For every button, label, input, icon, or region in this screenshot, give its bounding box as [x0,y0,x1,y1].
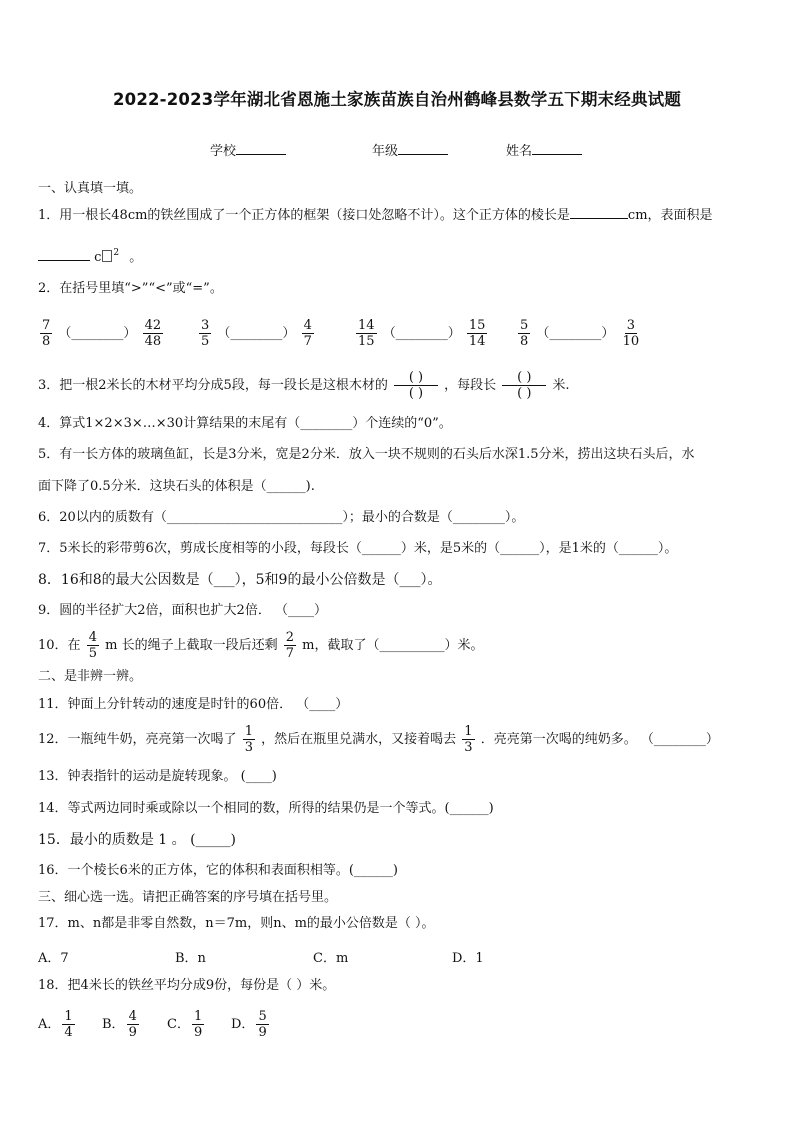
compare-item-1 [38,318,165,349]
question-7: 7．5米长的彩带剪6次，剪成长度相等的小段，每段长（______）米，是5米的（______），是1米的（______）。 [38,541,678,556]
question-8: 8．16和8的最大公因数是（___），5和9的最小公倍数是（___）。 [38,572,442,588]
question-14: 14．等式两边同时乘或除以一个相同的数，所得的结果仍是一个等式。(______) [38,801,494,816]
compare-blank[interactable]: （________） [536,326,615,341]
question-12: 12．一瓶纯牛奶，亮亮第一次喝了 $\frac{1}{3}$ ，然后在瓶里兑满水，又接着喝去 $\frac{1}{3}$ ．亮亮第一次喝的纯奶多。 （________） [38,724,719,755]
section-2-heading: 二、是非辨一辨。 [38,669,143,684]
question-4: 4．算式1×2×3×…×30计算结果的末尾有（________）个连续的“0”。 [38,416,452,431]
fraction: $\frac{14}{15}$ [358,318,375,349]
q18-option-a[interactable]: A． $\frac{1}{4}$ [38,1009,73,1040]
q1-area-blank[interactable] [38,248,90,261]
fraction: $\frac{42}{48}$ [144,318,162,349]
fraction: $\frac{7}{8}$ [42,318,51,349]
grade-field[interactable] [372,140,448,159]
q1-edge-blank[interactable] [570,206,628,219]
question-2: 2．在括号里填“>”“<”或“=”。 [38,281,223,296]
school-label: 学校 [210,144,237,159]
question-10: 10．在 $\frac{4}{5}$ m 长的绳子上截取一段后还剩 $\frac{2}{7}$ m，截取了（__________）米。 [38,630,484,661]
q17-option-c[interactable]: C．m [313,951,349,966]
question-6: 6．20以内的质数有（___________________________）；最小的合数是（________）。 [38,510,525,525]
compare-blank[interactable]: （________） [217,326,296,341]
question-5-line-2: 面下降了0.5分米．这块石头的体积是（______). [38,479,315,494]
question-17: 17．m、n都是非零自然数，n＝7m，则n、m的最小公倍数是（ ）。 [38,916,435,931]
q18-option-c[interactable]: C． $\frac{1}{9}$ [167,1009,203,1040]
question-3: 3．把一根2米长的木材平均分成5段，每一段长是这根木材的 $\frac{( )}{( )}$ ，每段长 $\frac{( )}{( )}$ 米. [38,370,570,401]
compare-blank[interactable]: （________） [382,326,461,341]
fraction: $\frac{2}{7}$ [285,630,294,661]
question-9: 9．圆的半径扩大2倍，面积也扩大2倍． （____） [38,603,327,618]
fraction-blank[interactable]: $\frac{( )}{( )}$ [394,370,438,401]
page-title: 2022-2023学年湖北省恩施土家族苗族自治州鹤峰县数学五下期末经典试题 [112,90,682,109]
grade-label: 年级 [372,144,399,159]
question-11: 11．钟面上分针转动的速度是时针的60倍． （____） [38,697,349,712]
q17-option-a[interactable]: A．7 [38,951,69,966]
fraction: $\frac{1}{4}$ [64,1009,73,1040]
fraction: $\frac{4}{9}$ [128,1009,137,1040]
question-16: 16．一个棱长6米的正方体，它的体积和表面积相等。(______) [38,863,398,878]
fraction: $\frac{1}{3}$ [464,724,473,755]
q18-option-b[interactable]: B． $\frac{4}{9}$ [102,1009,137,1040]
section-1-heading: 一、认真填一填。 [38,181,143,196]
fraction: $\frac{1}{9}$ [193,1009,203,1040]
fraction: $\frac{15}{14}$ [468,318,486,349]
name-label: 姓名 [506,144,533,159]
section-3-heading: 三、细心选一选。请把正确答案的序号填在括号里。 [38,890,338,905]
fraction: $\frac{3}{10}$ [622,318,640,349]
q17-option-b[interactable]: B．n [175,951,206,966]
fraction-blank[interactable]: $\frac{( )}{( )}$ [502,370,546,401]
fraction: $\frac{4}{5}$ [88,630,97,661]
question-1-line-1: 1．用一根长48cm的铁丝围成了一个正方体的框架（接口处忽略不计）。这个正方体的棱长是 cm，表面积是 [38,208,713,223]
q18-option-d[interactable]: D． $\frac{5}{9}$ [231,1009,267,1040]
compare-item-4 [516,318,643,349]
fraction: $\frac{3}{5}$ [201,318,210,349]
question-13: 13．钟表指针的运动是旋转现象。 (____) [38,769,277,784]
name-field[interactable] [506,140,582,159]
compare-item-2 [197,318,316,349]
question-5-line-1: 5．有一长方体的玻璃鱼缸，长是3分米，宽是2分米．放入一块不规则的石头后水深1.5分米，捞出这块石头后，水 [38,447,695,462]
question-18: 18．把4米长的铁丝平均分成9份，每份是（ ）米。 [38,978,336,993]
fraction: $\frac{1}{3}$ [244,724,253,755]
q17-option-d[interactable]: D．1 [452,951,484,966]
school-field[interactable] [210,140,286,159]
fraction: $\frac{5}{8}$ [520,318,529,349]
fraction: $\frac{5}{9}$ [258,1009,267,1040]
question-1-line-2: c $^2$ 。 [38,244,142,267]
compare-item-3 [354,318,489,349]
missing-glyph-icon [102,250,112,262]
compare-blank[interactable]: （________） [58,326,137,341]
question-15: 15．最小的质数是 1 。 (_____) [38,832,236,848]
fraction: $\frac{4}{7}$ [303,318,312,349]
